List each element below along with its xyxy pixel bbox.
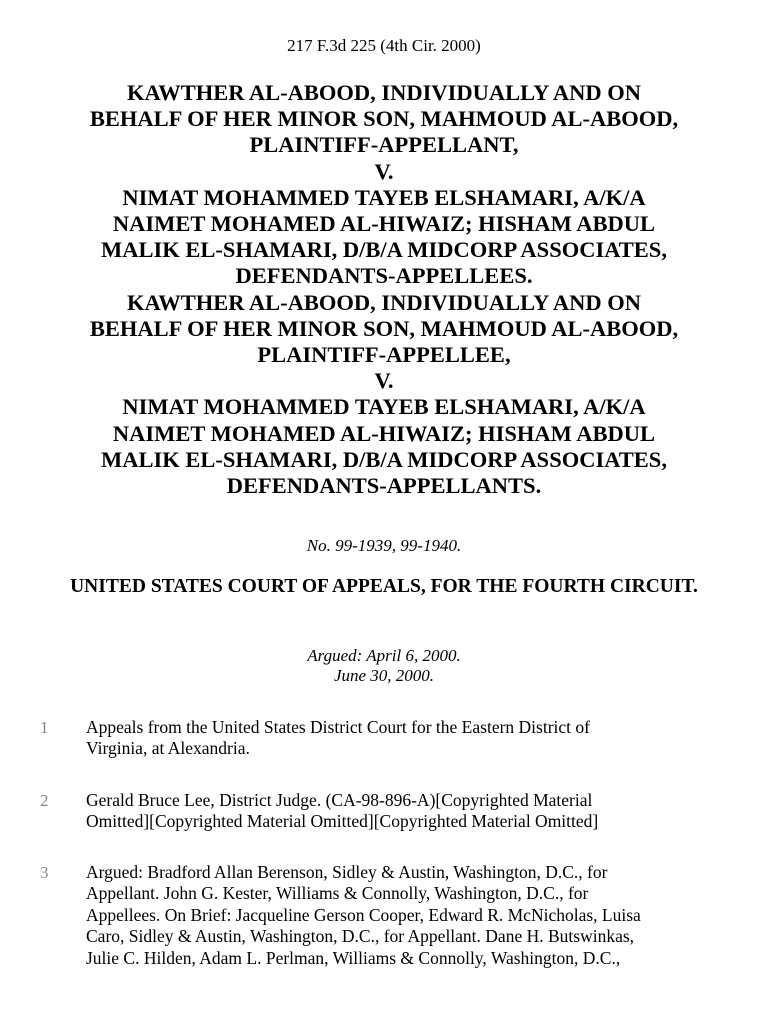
caption-line: DEFENDANTS-APPELLEES. xyxy=(235,263,533,289)
paragraph-line: Appeals from the United States District Court for the Eastern District of xyxy=(86,717,590,737)
paragraph-line: Gerald Bruce Lee, District Judge. (CA-98-896-A)[Copyrighted Material xyxy=(86,790,593,810)
caption-line: KAWTHER AL-ABOOD, INDIVIDUALLY AND ON xyxy=(126,80,642,105)
paragraph-line: Julie C. Hilden, Adam L. Perlman, Williams & Connolly, Washington, D.C., xyxy=(86,947,621,968)
caption-line: NAIMET MOHAMED AL-HIWAIZ; HISHAM ABDUL xyxy=(112,211,656,237)
paragraph-text xyxy=(86,790,736,833)
caption-line: PLAINTIFF-APPELLEE, xyxy=(257,342,511,368)
docket-number: No. 99-1939, 99-1940. xyxy=(306,536,462,555)
paragraph-line: Argued: Bradford Allan Berenson, Sidley & Austin, Washington, D.C., for xyxy=(86,862,608,882)
caption-line: BEHALF OF HER MINOR SON, MAHMOUD AL-ABOOD, xyxy=(89,106,679,132)
caption-line: MALIK EL-SHAMARI, D/B/A MIDCORP ASSOCIATES, xyxy=(101,446,667,472)
caption-line: NAIMET MOHAMED AL-HIWAIZ; HISHAM ABDUL xyxy=(112,420,656,446)
caption-line: BEHALF OF HER MINOR SON, MAHMOUD AL-ABOOD, xyxy=(89,315,679,341)
caption-line: PLAINTIFF-APPELLANT, xyxy=(249,132,519,158)
case-citation: 217 F.3d 225 (4th Cir. 2000) xyxy=(287,36,481,55)
caption-line: KAWTHER AL-ABOOD, INDIVIDUALLY AND ON xyxy=(126,289,642,315)
case-dates xyxy=(0,646,768,686)
caption-line: MALIK EL-SHAMARI, D/B/A MIDCORP ASSOCIATES, xyxy=(101,237,667,263)
paragraph-text xyxy=(86,862,736,969)
paragraph-line: Appellees. On Brief: Jacqueline Gerson Cooper, Edward R. McNicholas, Luisa xyxy=(86,904,641,925)
paragraph-number: 3 xyxy=(40,863,49,882)
case-caption xyxy=(40,80,728,499)
caption-line: V. xyxy=(374,158,394,184)
caption-line: DEFENDANTS-APPELLANTS. xyxy=(226,473,542,499)
caption-line: NIMAT MOHAMMED TAYEB ELSHAMARI, A/K/A xyxy=(122,394,646,420)
caption-line: NIMAT MOHAMMED TAYEB ELSHAMARI, A/K/A xyxy=(122,184,646,210)
decided-date: June 30, 2000. xyxy=(333,666,435,685)
argued-date: Argued: April 6, 2000. xyxy=(307,646,461,665)
paragraph-line: Caro, Sidley & Austin, Washington, D.C., for Appellant. Dane H. Butswinkas, xyxy=(86,926,635,947)
caption-line: V. xyxy=(374,368,394,394)
paragraph-text xyxy=(86,717,736,760)
paragraph-line: Appellant. John G. Kester, Williams & Connolly, Washington, D.C., for xyxy=(86,883,589,904)
paragraph-number: 2 xyxy=(40,791,49,810)
paragraph-line: Virginia, at Alexandria. xyxy=(86,738,250,759)
paragraph-number: 1 xyxy=(40,718,49,737)
court-name: UNITED STATES COURT OF APPEALS, FOR THE FOURTH CIRCUIT. xyxy=(70,576,698,597)
paragraph-line: Omitted][Copyrighted Material Omitted][Copyrighted Material Omitted] xyxy=(86,811,599,832)
